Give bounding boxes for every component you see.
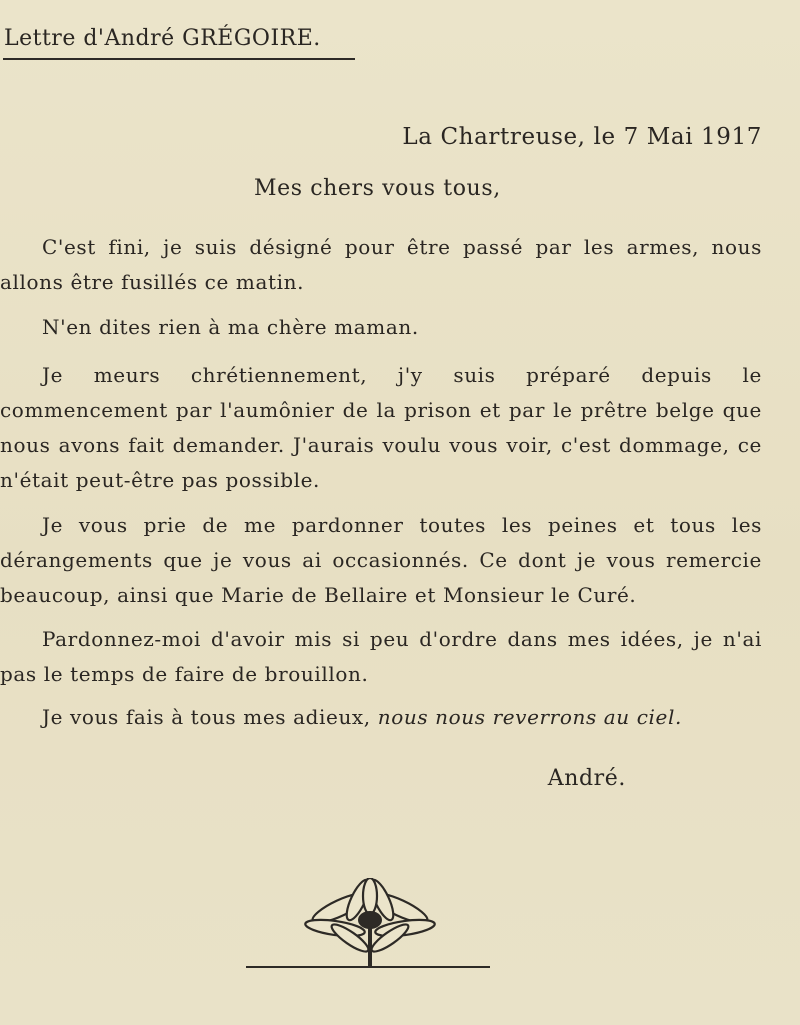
closing-plain-text: Je vous fais à tous mes adieux, xyxy=(42,705,371,729)
paragraph-2 xyxy=(0,310,762,345)
salutation: Mes chers vous tous, xyxy=(254,176,501,201)
closing-italic-text: nous nous reverrons au ciel. xyxy=(377,705,682,729)
paragraph-5 xyxy=(0,622,762,692)
paragraph-3 xyxy=(0,358,762,498)
bottom-divider xyxy=(246,966,490,968)
paragraph-2-text: N'en dites rien à ma chère maman. xyxy=(42,315,419,339)
title-underline xyxy=(3,58,355,60)
paragraph-1 xyxy=(0,230,762,300)
letter-title: Lettre d'André GRÉGOIRE. xyxy=(4,26,321,51)
paragraph-3-text: Je meurs chrétiennement, j'y suis préparé depuis le commencement par l'aumônier de la prison et par le prêtre belge que nous avons fait demander. J'aurais voulu vous voir, c'est dommage, ce n'était peut-être pas possible. xyxy=(0,363,762,492)
daisy-flower-icon xyxy=(300,878,440,968)
signature: André. xyxy=(547,766,626,791)
paragraph-1-text: C'est fini, je suis désigné pour être passé par les armes, nous allons être fusillés ce matin. xyxy=(0,235,762,294)
dateline: La Chartreuse, le 7 Mai 1917 xyxy=(402,124,762,150)
paragraph-4 xyxy=(0,508,762,613)
closing-paragraph xyxy=(0,700,762,735)
paragraph-4-text: Je vous prie de me pardonner toutes les peines et tous les dérangements que je vous ai occasionnés. Ce dont je vous remercie beaucoup, ainsi que Marie de Bellaire et Monsieur le Curé. xyxy=(0,513,762,607)
paragraph-5-text: Pardonnez-moi d'avoir mis si peu d'ordre dans mes idées, je n'ai pas le temps de faire de brouillon. xyxy=(0,627,762,686)
